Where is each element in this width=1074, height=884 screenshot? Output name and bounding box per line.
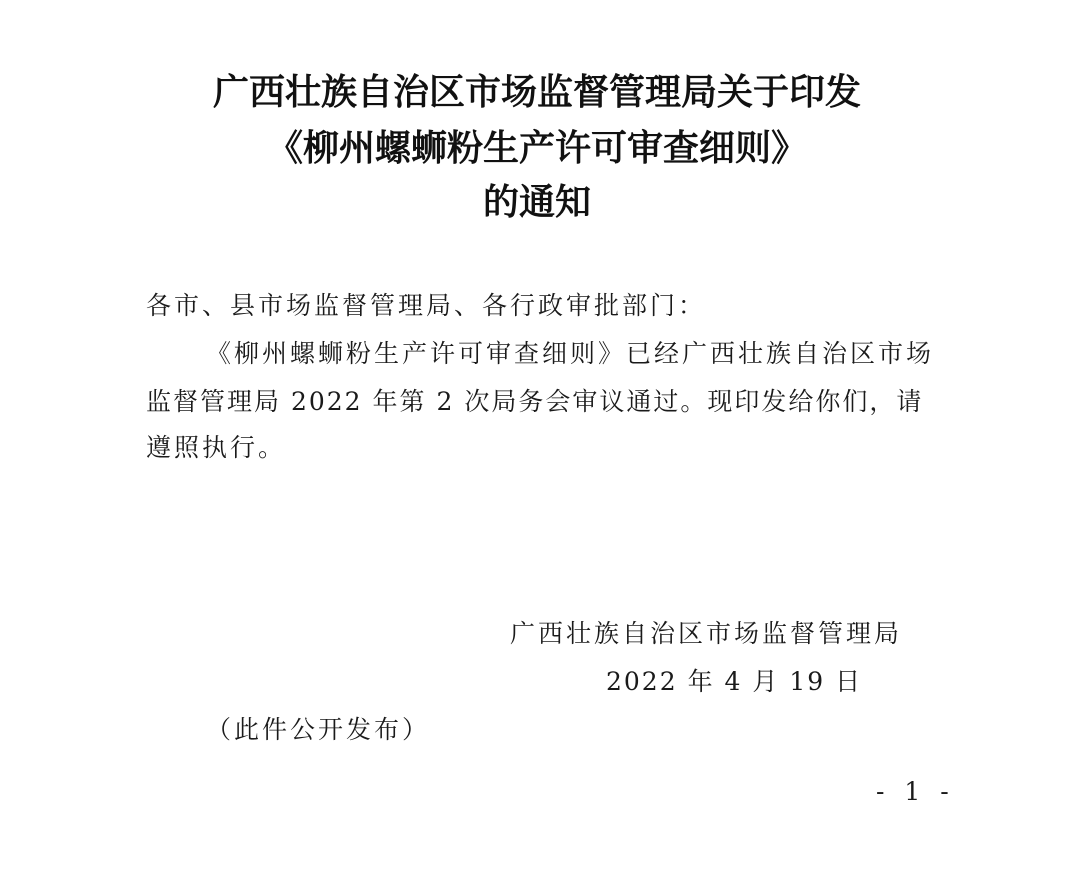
body-line-1: 《柳州螺蛳粉生产许可审查细则》已经广西壮族自治区市场	[206, 339, 935, 368]
body-line-2: 监督管理局 2022 年第 2 次局务会审议通过。现印发给你们，请	[146, 387, 924, 416]
signature-date: 2022 年 4 月 19 日	[606, 667, 863, 696]
publication-note: （此件公开发布）	[206, 715, 431, 744]
title-line-2: 《柳州螺蛳粉生产许可审查细则》	[266, 127, 807, 169]
title-line-3: 的通知	[482, 181, 591, 223]
salutation: 各市、县市场监督管理局、各行政审批部门：	[146, 291, 707, 320]
signature-organization: 广西壮族自治区市场监督管理局	[510, 619, 903, 648]
title-line-1: 广西壮族自治区市场监督管理局关于印发	[212, 71, 861, 113]
page-number: - 1 -	[876, 777, 955, 806]
body-line-3: 遵照执行。	[146, 433, 287, 462]
